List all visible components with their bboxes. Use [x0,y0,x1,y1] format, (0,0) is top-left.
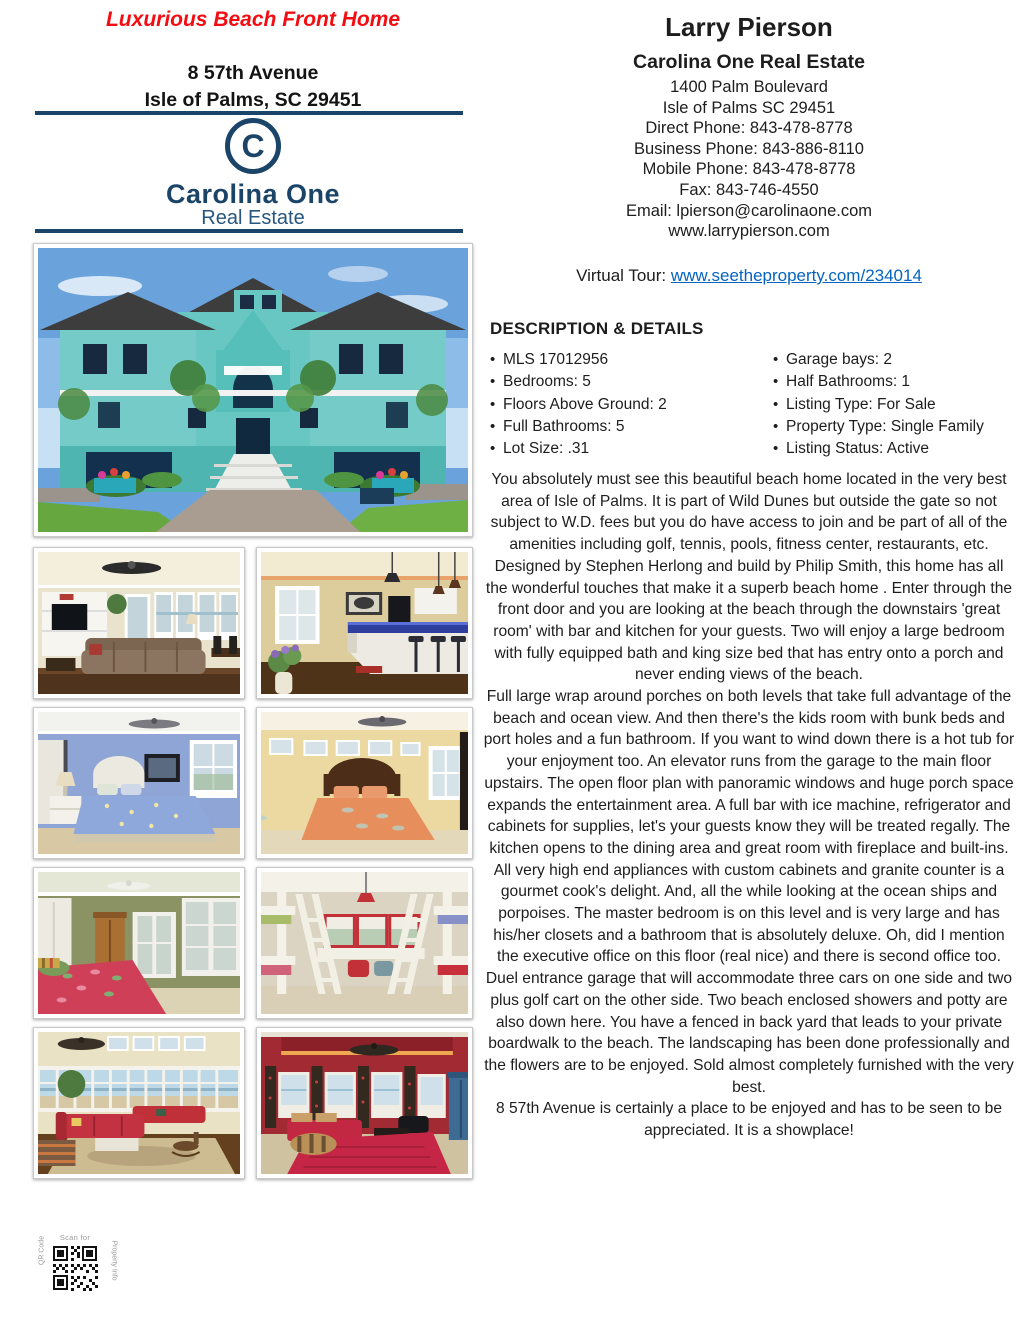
detail-lot-size: • Lot Size: .31 [488,438,771,460]
photo-living-room-with-sectional [38,552,240,694]
property-address-line1: 8 57th Avenue [187,62,319,84]
photo-frame-orange-bedroom [256,707,473,859]
bunk-room-illustration [261,872,468,1014]
brand-tagline: Real Estate [201,207,305,229]
details-list-left [488,349,771,460]
details-lists [488,349,1014,460]
detail-garage-bays: • Garage bays: 2 [771,349,1014,371]
property-description [482,469,1016,1142]
brand-rule-top [35,111,463,115]
brand-rule-bottom [35,229,463,233]
detail-bedrooms: • Bedrooms: 5 [488,371,771,393]
photo-frame-bunk-room [256,867,473,1019]
qr-code-icon [51,1244,99,1292]
kitchen-illustration [261,552,468,694]
photo-orange-bedroom [261,712,468,854]
detail-property-type: • Property Type: Single Family [771,416,1014,438]
qr-top-label: Scan for [59,1233,91,1242]
agent-company: Carolina One Real Estate [633,51,865,73]
detail-floors: • Floors Above Ground: 2 [488,394,771,416]
detail-full-baths: • Full Bathrooms: 5 [488,416,771,438]
great-room-illustration [38,1032,240,1174]
photo-frame-living-room [33,547,245,699]
orange-bedroom-illustration [261,712,468,854]
agent-address-line1: 1400 Palm Boulevard [670,78,828,96]
photo-beach-house-exterior [38,248,468,532]
carolina-one-logo-icon [225,118,281,174]
agent-mobile-phone: Mobile Phone: 843-478-8778 [642,160,856,179]
agent-address-line2: Isle of Palms SC 29451 [662,98,836,117]
details-heading: DESCRIPTION & DETAILS [490,319,704,338]
agent-email: Email: lpierson@carolinaone.com [625,201,873,220]
detail-mls: • MLS 17012956 [488,349,771,371]
banner-title: Luxurious Beach Front Home [105,8,401,31]
details-list-right [771,349,1014,460]
brand-name: Carolina One [165,179,341,209]
description-paragraph-1: You absolutely must see this beautiful beach home located in the very best area of Isle of Palms. It is part of Wild Dunes but outside the gate so not subject to W.D. fees but you do have access to join and be part of all of the amenities including golf, tennis, pools, fitness center, restaurants, etc. Designed by Stephen Herlong and build by Philip Smith, this home has all the wonderful touches that make it a superb beach home . Enter through the front door and you are looking at the beach through the downstairs 'great room' with bar and kitchen for your guests. Two will enjoy a large bedroom with fully equipped bath and king size bed that has entry onto a porch and never ending views of the beach. [485,471,1013,684]
photo-frame-main [33,243,473,537]
detail-listing-type: • Listing Type: For Sale [771,394,1014,416]
agent-business-phone: Business Phone: 843-886-8110 [634,139,864,158]
virtual-tour-label: Virtual Tour: [576,266,671,285]
photo-frame-kitchen [256,547,473,699]
photo-blue-guest-bedroom [38,712,240,854]
photo-frame-blue-bedroom [33,707,245,859]
qr-right-label: Property Info [110,1240,118,1281]
photo-frame-great-room [33,1027,245,1179]
agent-block [484,12,1014,242]
detail-listing-status: • Listing Status: Active [771,438,1014,460]
green-bedroom-illustration [38,872,240,1014]
photo-green-bedroom-red-quilt [38,872,240,1014]
virtual-tour-link[interactable]: www.seetheproperty.com/234014 [670,266,922,285]
photo-frame-green-bedroom [33,867,245,1019]
photo-red-master-bedroom [261,1032,468,1174]
red-master-bedroom-illustration [261,1032,468,1174]
photo-kitchen-with-blue-bar [261,552,468,694]
qr-block [36,1233,116,1319]
photo-kids-bunk-room [261,872,468,1014]
qr-code-pattern [51,1244,99,1292]
detail-half-baths: • Half Bathrooms: 1 [771,371,1014,393]
photo-ocean-view-great-room [38,1032,240,1174]
qr-left-label: QR Code [38,1235,46,1266]
virtual-tour-row [484,266,1014,286]
agent-website: www.larrypierson.com [668,222,830,241]
beach-house-exterior-illustration [38,248,468,532]
agent-name: Larry Pierson [665,12,833,42]
blue-bedroom-illustration [38,712,240,854]
agent-fax: Fax: 843-746-4550 [679,180,819,199]
logo-letter: C [241,128,265,164]
description-paragraph-3: 8 57th Avenue is certainly a place to be enjoyed and has to be seen to be appreciated. It is a showplace! [495,1100,1002,1140]
property-address-line2: Isle of Palms, SC 29451 [144,89,362,111]
description-paragraph-2: Full large wrap around porches on both levels that take full advantage of the beach and ocean view. And then there's the kids room with bunk beds and port holes and a fun bathroom. If you want to wind down there is a hot tub for your enjoyment too. An elevator runs from the garage to the main floor upstairs. The open floor plan with panoramic windows and huge porch space expands the entertainment area. A full bar with ice machine, refrigerator and cabinets for supplies, let's your guests know they will be treated regally. The kitchen opens to the dining area and great room with fireplace and built-ins. All very high end appliances with custom cabinets and granite counter is a gourmet cook's delight. And, all the while looking at the ocean ships and porpoises. The master bedroom is on this level and is very large and has his/her closets and a bathroom that is absolutely deluxe. Oh, did I mention the executive office on this floor (real nice) and there is second office too. Duel entrance garage that will accommodate three cars on one side and two plus golf cart on the other side. Two beach enclosed showers and potty are also down here. You have a fenced in back yard that leads to your private boardwalk to the beach. The landscaping has been done professionally and the flowers are to be enjoyed. Sold almost completely furnished with the very best. [483,688,1015,1096]
photo-frame-red-master [256,1027,473,1179]
agent-direct-phone: Direct Phone: 843-478-8778 [645,119,853,138]
property-address [33,60,473,114]
living-room-illustration [38,552,240,694]
